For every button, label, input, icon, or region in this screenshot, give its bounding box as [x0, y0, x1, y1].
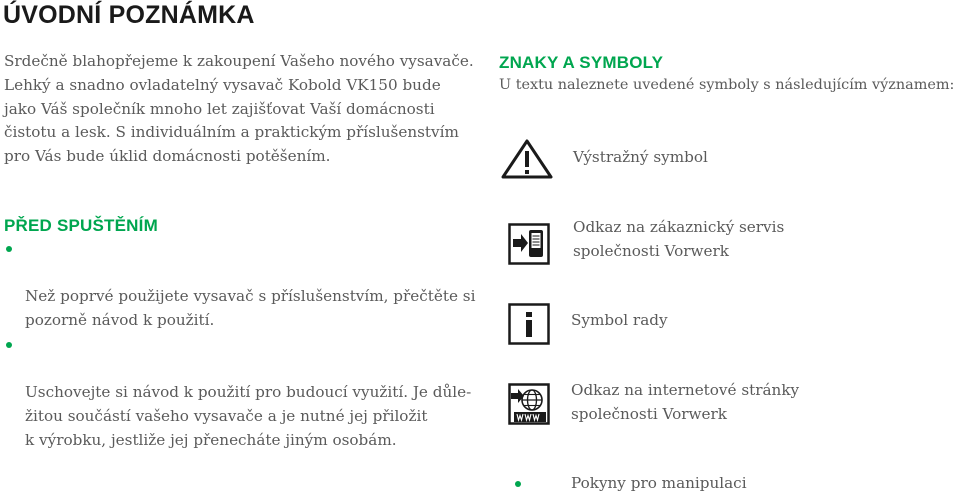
list-item-text: Než poprvé použijete vysavač s příslušenstvím, přečtěte si pozorně návod k použití. — [25, 287, 476, 329]
warning-triangle-icon — [500, 138, 554, 180]
customer-service-icon — [508, 223, 550, 265]
page-title: ÚVODNÍ POZNÁMKA — [3, 1, 255, 29]
info-icon — [508, 303, 550, 345]
symbol-label-website: Odkaz na internetové stránky společnosti Vorwerk — [571, 381, 800, 423]
before-start-heading: PŘED SPUŠTĚNÍM — [4, 216, 158, 235]
intro-paragraph: Srdečně blahopřejeme k zakoupení Vašeho nového vysavače. Lehký a snadno ovladatelný vysavač Kobold VK150 bude jako Váš společník mnoho let zajišťovat Vaší domácnosti čistotu a lesk. S individuálním a praktickým příslušenstvím pro Vás bude úklid domácnosti potěšením. — [4, 52, 474, 166]
symbol-label-handling: Pokyny pro manipulaci — [571, 474, 747, 492]
bullet-dot-icon — [6, 246, 12, 252]
list-item — [6, 332, 486, 452]
before-start-list — [6, 236, 486, 452]
symbol-label-tip: Symbol rady — [571, 311, 668, 329]
bullet-dot-icon — [515, 481, 521, 487]
symbols-heading: ZNAKY A SYMBOLY — [499, 53, 664, 72]
list-item-text: Uschovejte si návod k použití pro budoucí využití. Je důle- žitou součástí vašeho vysavače a je nutné jej přiložit k výrobku, jestliže jej přenecháte jiným osobám. — [25, 383, 472, 449]
www-globe-icon — [508, 383, 550, 425]
symbols-intro: U textu naleznete uvedené symboly s následujícím významem: — [499, 77, 955, 93]
symbol-label-warning: Výstražný symbol — [573, 148, 708, 166]
bullet-dot-icon — [6, 342, 12, 348]
symbol-label-customer-service: Odkaz na zákaznický servis společnosti Vorwerk — [573, 218, 785, 260]
list-item — [6, 236, 486, 332]
